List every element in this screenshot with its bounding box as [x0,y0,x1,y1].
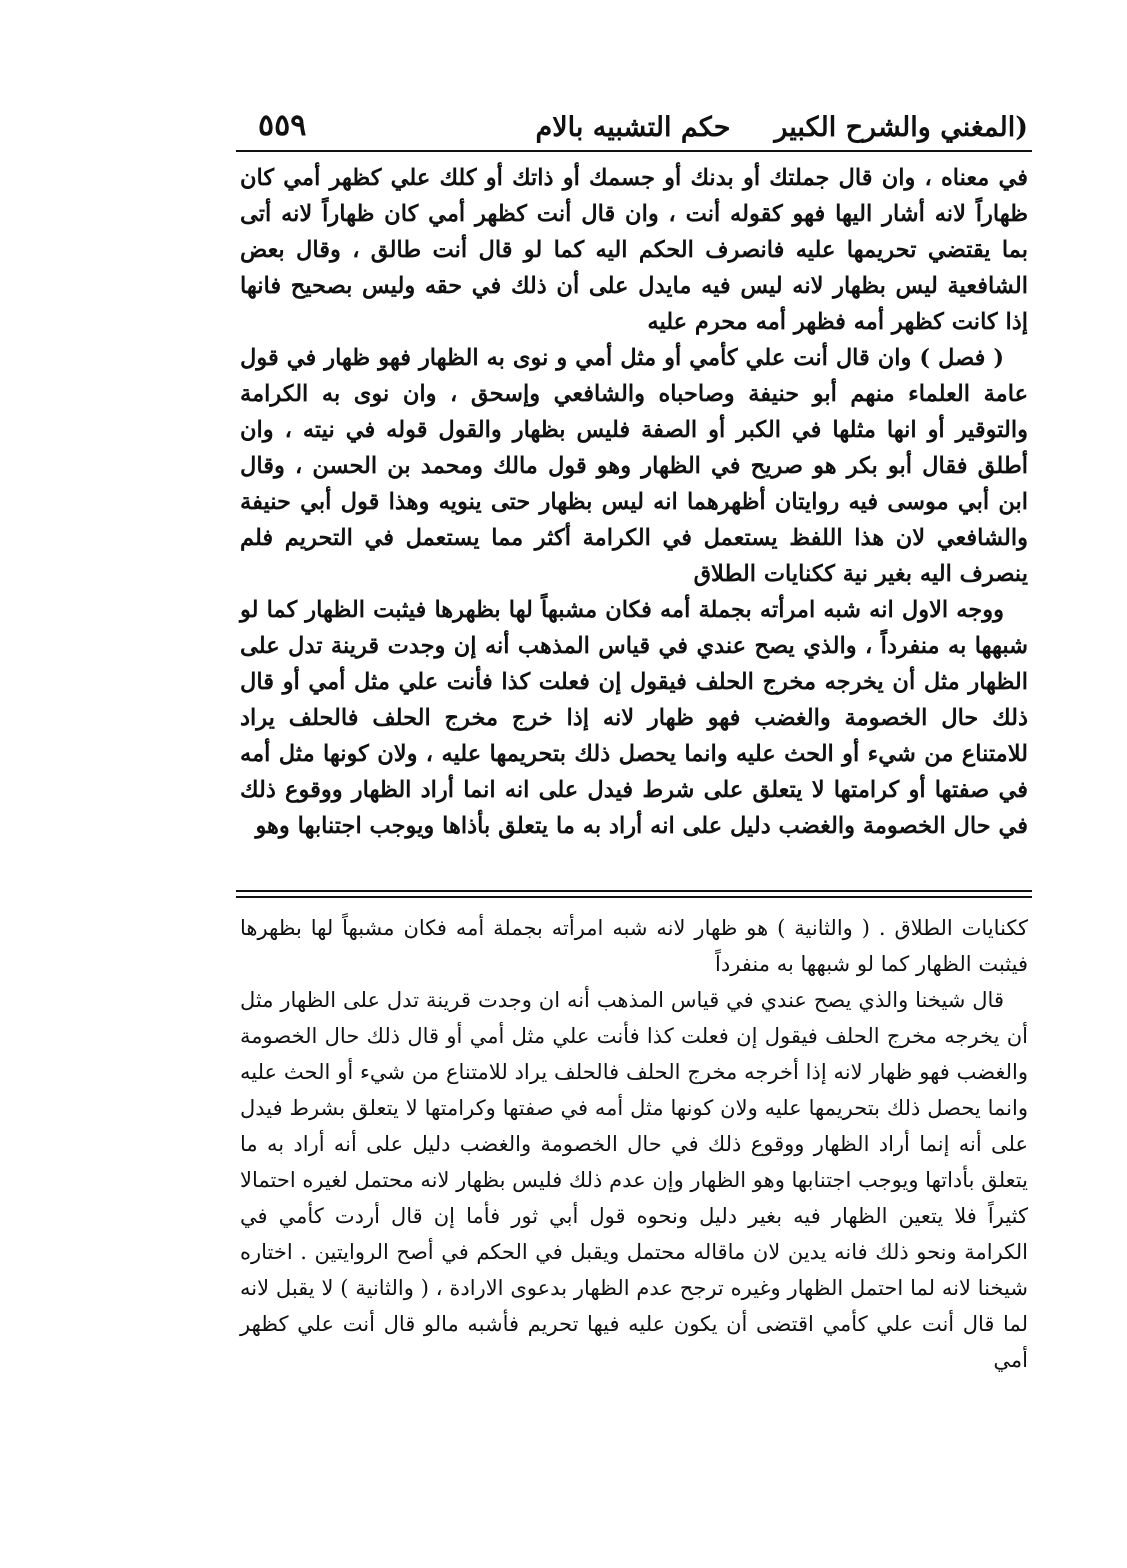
page-number: ٥٥٩ [258,108,307,143]
section-title: حكم التشبيه بالام [535,112,731,143]
main-text [240,160,1028,880]
main-paragraph-2: ( فصل ) وان قال أنت علي كأمي أو مثل أمي و نوى به الظهار فهو ظهار في قول عامة العلماء منهم أبو حنيفة وصاحباه والشافعي وإسحق ، وان نوى به الكرامة والتوقير أو انها مثلها في الكبر أو الصفة فليس بظهار والقول قوله في نيته ، وان أطلق فقال أبو بكر هو صريح في الظهار وهو قول مالك ومحمد بن الحسن ، وقال ابن أبي موسى فيه روايتان أظهرهما انه ليس بظهار حتى ينويه وهذا قول أبي حنيفة والشافعي لان هذا اللفظ يستعمل في الكرامة أكثر مما يستعمل في التحريم فلم ينصرف اليه بغير نية ككنايات الطلاق [240,345,1028,587]
commentary-paragraph-1: ككنايات الطلاق . ( والثانية ) هو ظهار لانه شبه امرأته بجملة أمه فكان مشبهاً لها بظهرها فيثبت الظهار كما لو شبهها به منفرداً [240,916,1028,976]
commentary-paragraph-2: قال شيخنا والذي يصح عندي في قياس المذهب أنه ان وجدت قرينة تدل على الظهار مثل أن يخرجه مخرج الحلف فيقول إن فعلت كذا فأنت علي مثل أمي أو قال ذلك حال الخصومة والغضب فهو ظهار لانه إذا أخرجه مخرج الحلف فالحلف يراد للامتناع من شيء أو الحث عليه وانما يحصل ذلك بتحريمها عليه ولان كونها مثل أمه في صفتها وكرامتها لا يتعلق بشرط فيدل على أنه إنما أراد الظهار ووقوع ذلك في حال الخصومة والغضب دليل على أنه أراد به ما يتعلق بأداتها ويوجب اجتنابها وهو الظهار وإن عدم ذلك فليس بظهار لانه محتمل لغيره احتمالا كثيراً فلا يتعين الظهار فيه بغير دليل ونحوه قول أبي ثور فأما إن قال أردت كأمي في الكرامة ونحو ذلك فانه يدين لان ماقاله محتمل ويقبل في الحكم في أصح الروايتين . اختاره شيخنا لانه لما احتمل الظهار وغيره ترجح عدم الظهار بدعوى الارادة ، ( والثانية ) لا يقبل لانه لما قال أنت علي كأمي اقتضى أن يكون عليه فيها تحريم فأشبه مالو قال أنت علي كظهر أمي [240,988,1028,1372]
header-rule [236,150,1032,152]
page-header [238,106,1028,150]
main-paragraph-1: في معناه ، وان قال جملتك أو بدنك أو جسمك أو ذاتك أو كلك علي كظهر أمي كان ظهاراً لانه أشار اليها فهو كقوله أنت ، وان قال أنت كظهر أمي كان ظهاراً لانه أتى بما يقتضي تحريمها عليه فانصرف الحكم اليه كما لو قال أنت طالق ، وقال بعض الشافعية ليس بظهار لانه ليس فيه مايدل على أن ذلك في حقه وليس بصحيح فانها إذا كانت كظهر أمه فظهر أمه محرم عليه [240,165,1028,335]
main-paragraph-3: ووجه الاول انه شبه امرأته بجملة أمه فكان مشبهاً لها بظهرها فيثبت الظهار كما لو شبهها به منفرداً ، والذي يصح عندي في قياس المذهب أنه إن وجدت قرينة تدل على الظهار مثل أن يخرجه مخرج الحلف فيقول إن فعلت كذا فأنت علي مثل أمي أو قال ذلك حال الخصومة والغضب فهو ظهار لانه إذا خرج مخرج الحلف فالحلف يراد للامتناع من شيء أو الحث عليه وانما يحصل ذلك بتحريمها عليه ، ولان كونها مثل أمه في صفتها أو كرامتها لا يتعلق على شرط فيدل على انه انما أراد الظهار ووقوع ذلك في حال الخصومة والغضب دليل على انه أراد به ما يتعلق بأذاها ويوجب اجتنابها وهو [240,597,1028,839]
book-title: (المغني والشرح الكبير [774,112,1028,143]
commentary-text [240,910,1028,1470]
section-divider [236,890,1032,898]
